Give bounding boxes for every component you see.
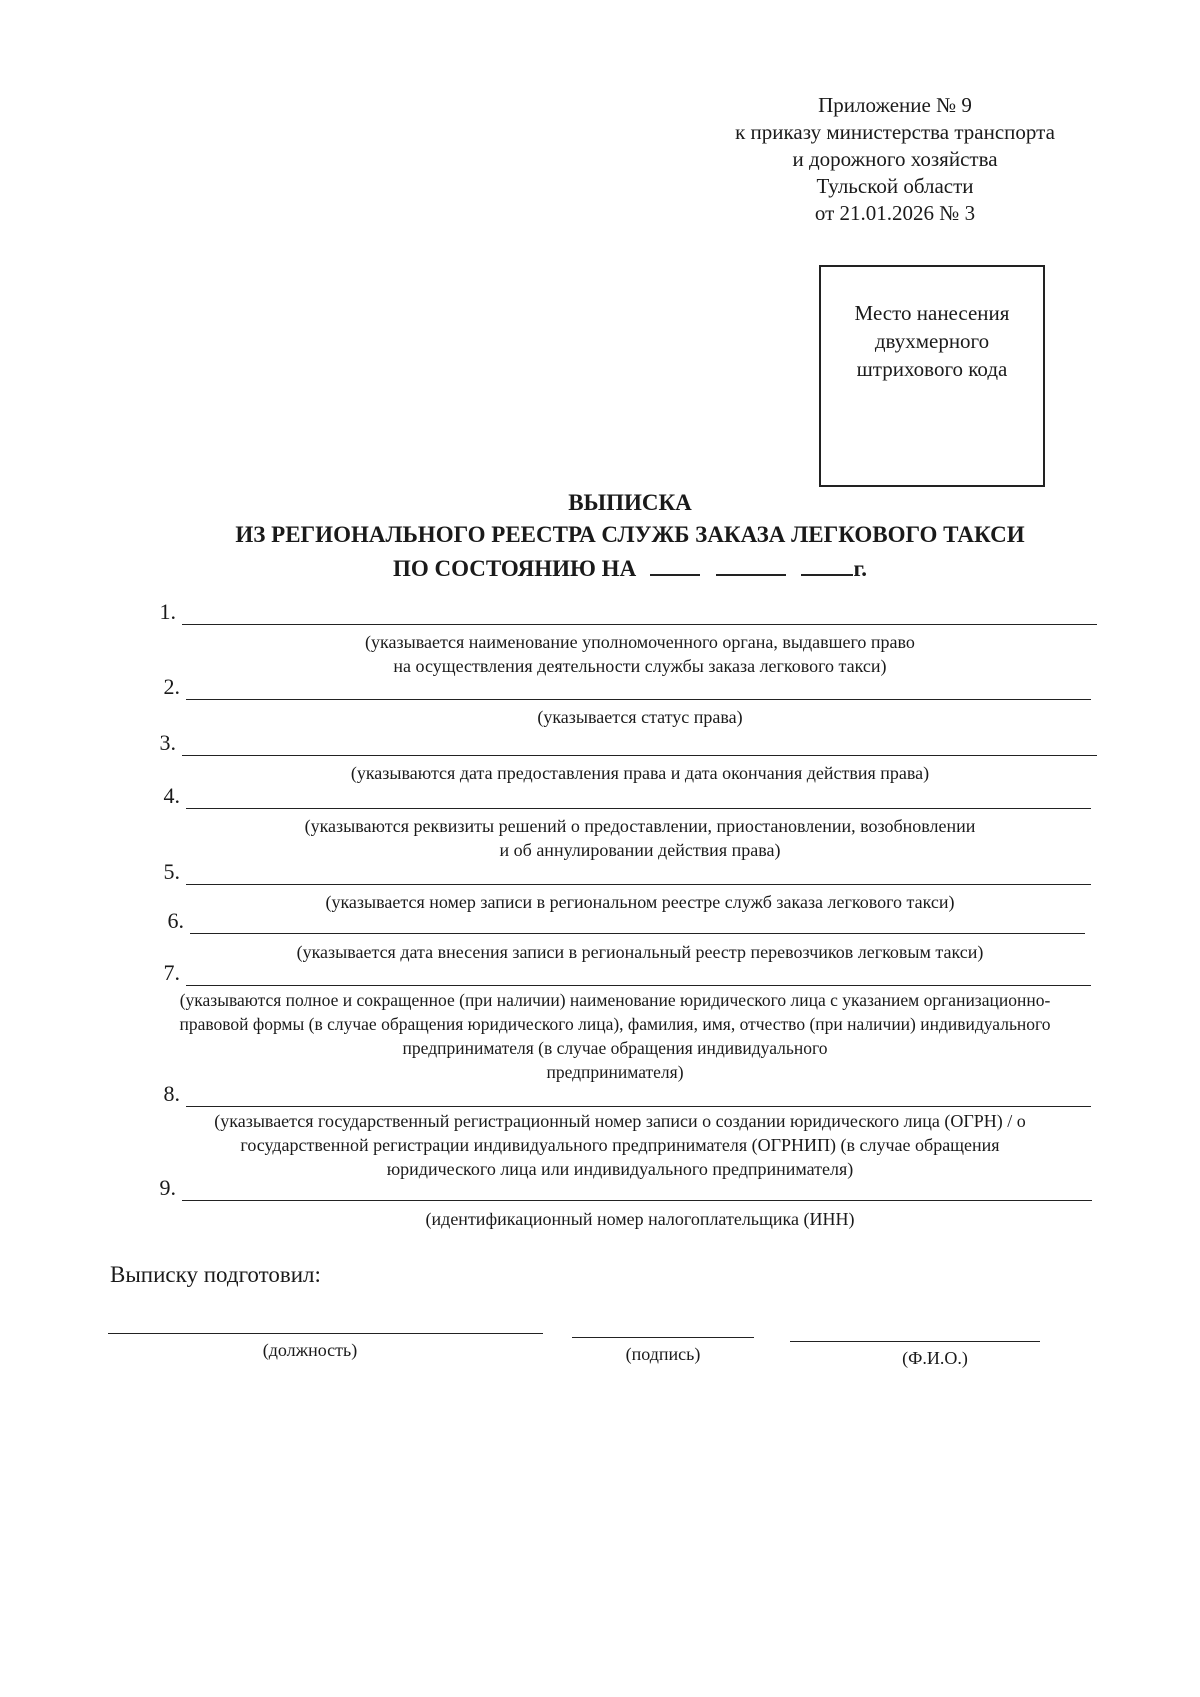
document-title: ВЫПИСКА bbox=[568, 490, 692, 515]
position-signature-line[interactable] bbox=[108, 1333, 543, 1334]
item-7-entry-line[interactable] bbox=[186, 985, 1091, 986]
barcode-label-line3: штрихового кода bbox=[856, 357, 1008, 381]
item-number: 7. bbox=[163, 960, 180, 985]
item-6-caption: (указывается дата внесения записи в региональный реестр перевозчиков легковым такси) bbox=[296, 942, 984, 962]
item-2-caption: (указывается статус права) bbox=[537, 707, 743, 727]
prepared-by-label: Выписку подготовил: bbox=[110, 1262, 321, 1287]
as-of-label: ПО СОСТОЯНИЮ НА bbox=[392, 556, 637, 581]
appendix-region: Тульской области bbox=[816, 174, 974, 198]
item-7-caption: (указываются полное и сокращенное (при наличии) наименование юридического лица с указанием организационно- правовой формы (в случае обращения юридического лица), фамилия, имя, отчество (при наличии) индивидуального предпринимателя (в случае обращения индивидуального предпринимателя) bbox=[179, 990, 1051, 1082]
item-5-entry-line[interactable] bbox=[186, 884, 1091, 885]
item-4-caption: (указываются реквизиты решений о предоставлении, приостановлении, возобновлении и об аннулировании действия права) bbox=[304, 816, 976, 860]
item-number: 6. bbox=[167, 908, 184, 933]
document-as-of-line bbox=[100, 554, 1160, 582]
appendix-date: от 21.01.2026 № 3 bbox=[814, 201, 976, 225]
position-caption: (должность) bbox=[262, 1340, 358, 1360]
item-2-entry-line[interactable] bbox=[186, 699, 1091, 700]
item-8-entry-line[interactable] bbox=[186, 1106, 1091, 1107]
appendix-order-ref: к приказу министерства транспорта bbox=[735, 120, 1055, 144]
full-name-signature-line[interactable] bbox=[790, 1341, 1040, 1342]
signature-caption: (подпись) bbox=[625, 1344, 701, 1364]
item-4-entry-line[interactable] bbox=[186, 808, 1091, 809]
item-3-caption: (указываются дата предоставления права и дата окончания действия права) bbox=[350, 763, 930, 783]
item-number: 5. bbox=[163, 859, 180, 884]
item-8-caption: (указывается государственный регистрационный номер записи о создании юридического лица (ОГРН) / о государственной регистрации индивидуального предпринимателя (ОГРНИП) (в случае обращения юридического лица или индивидуального предпринимателя) bbox=[214, 1111, 1026, 1179]
month-blank[interactable] bbox=[716, 554, 786, 576]
item-1-caption: (указывается наименование уполномоченного органа, выдавшего право на осуществления деятельности службы заказа легкового такси) bbox=[365, 632, 915, 676]
year-suffix: г. bbox=[853, 556, 868, 581]
appendix-number: Приложение № 9 bbox=[818, 93, 972, 117]
day-blank[interactable] bbox=[650, 554, 700, 576]
item-number: 9. bbox=[159, 1175, 176, 1200]
barcode-placeholder-box bbox=[819, 265, 1045, 487]
item-9-caption: (идентификационный номер налогоплательщика (ИНН) bbox=[425, 1209, 855, 1229]
item-6-entry-line[interactable] bbox=[190, 933, 1085, 934]
full-name-caption: (Ф.И.О.) bbox=[902, 1348, 968, 1368]
item-number: 4. bbox=[163, 783, 180, 808]
item-5-caption: (указывается номер записи в региональном реестре служб заказа легкового такси) bbox=[325, 892, 955, 912]
item-number: 3. bbox=[159, 730, 176, 755]
signature-line[interactable] bbox=[572, 1337, 754, 1338]
item-number: 2. bbox=[163, 674, 180, 699]
barcode-label-line1: Место нанесения bbox=[854, 301, 1010, 325]
appendix-header bbox=[700, 92, 1090, 227]
item-number: 1. bbox=[159, 599, 176, 624]
item-9-entry-line[interactable] bbox=[182, 1200, 1092, 1201]
document-subtitle: ИЗ РЕГИОНАЛЬНОГО РЕЕСТРА СЛУЖБ ЗАКАЗА ЛЕГКОВОГО ТАКСИ bbox=[235, 522, 1025, 547]
barcode-label-line2: двухмерного bbox=[874, 329, 990, 353]
item-1-entry-line[interactable] bbox=[182, 624, 1097, 625]
year-blank[interactable] bbox=[801, 554, 853, 576]
appendix-ministry: и дорожного хозяйства bbox=[792, 147, 998, 171]
item-number: 8. bbox=[163, 1081, 180, 1106]
item-3-entry-line[interactable] bbox=[182, 755, 1097, 756]
